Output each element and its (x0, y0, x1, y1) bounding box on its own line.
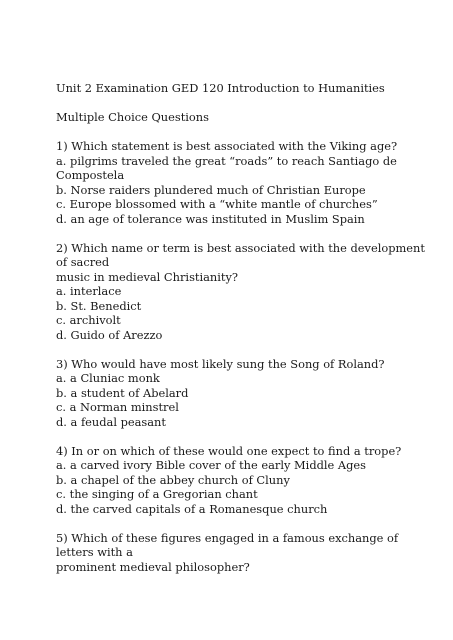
answer-option-c: c. archivolt (56, 313, 121, 327)
document-content (56, 81, 436, 574)
answer-option-d: d. Guido of Arezzo (56, 327, 163, 342)
spacer (56, 226, 436, 241)
spacer (56, 429, 436, 444)
answer-option-c: c. Europe blossomed with a “white mantle of churches” (56, 197, 378, 211)
question-text: 1) Which statement is best associated with the Viking age? (56, 139, 398, 153)
spacer (56, 342, 436, 357)
question-1 (56, 139, 436, 226)
answer-option-b: b. Norse raiders plundered much of Christian Europe (56, 182, 366, 197)
answer-option-b: b. a student of Abelard (56, 385, 189, 400)
answer-option-d: d. the carved capitals of a Romanesque church (56, 501, 328, 516)
question-text: 3) Who would have most likely sung the Song of Roland? (56, 356, 385, 371)
question-text: 2) Which name or term is best associated with the development (56, 240, 425, 255)
answer-option-d: d. a feudal peasant (56, 414, 166, 429)
answer-option-b: b. a chapel of the abbey church of Cluny (56, 472, 290, 487)
question-2 (56, 241, 436, 343)
question-text-continued: letters with a (56, 545, 133, 559)
answer-option-a: a. a Cluniac monk (56, 371, 160, 385)
question-3 (56, 357, 436, 430)
question-5 (56, 531, 436, 575)
question-4 (56, 444, 436, 517)
answer-option-c: c. a Norman minstrel (56, 400, 179, 414)
answer-option-b: b. St. Benedict (56, 298, 142, 313)
answer-option-a: a. a carved ivory Bible cover of the early Middle Ages (56, 458, 367, 472)
answer-option-a: a. interlace (56, 284, 122, 298)
answer-option-a: a. pilgrims traveled the great “roads” to reach Santiago de (56, 153, 397, 168)
question-text-continued: music in medieval Christianity? (56, 269, 239, 284)
spacer (56, 125, 436, 140)
question-text: 4) In or on which of these would one expect to find a trope? (56, 443, 402, 458)
answer-option-d: d. an age of tolerance was instituted in Muslim Spain (56, 211, 365, 226)
question-text-continued: of sacred (56, 255, 110, 269)
question-text: 5) Which of these figures engaged in a famous exchange of (56, 530, 399, 545)
answer-option-c: c. the singing of a Gregorian chant (56, 487, 258, 501)
answer-option-a-continued: Compostela (56, 168, 125, 182)
section-heading: Multiple Choice Questions (56, 110, 209, 124)
spacer (56, 96, 436, 111)
document-title: Unit 2 Examination GED 120 Introduction to Humanities (56, 81, 385, 95)
spacer (56, 516, 436, 531)
question-text-continued: prominent medieval philosopher? (56, 559, 250, 574)
